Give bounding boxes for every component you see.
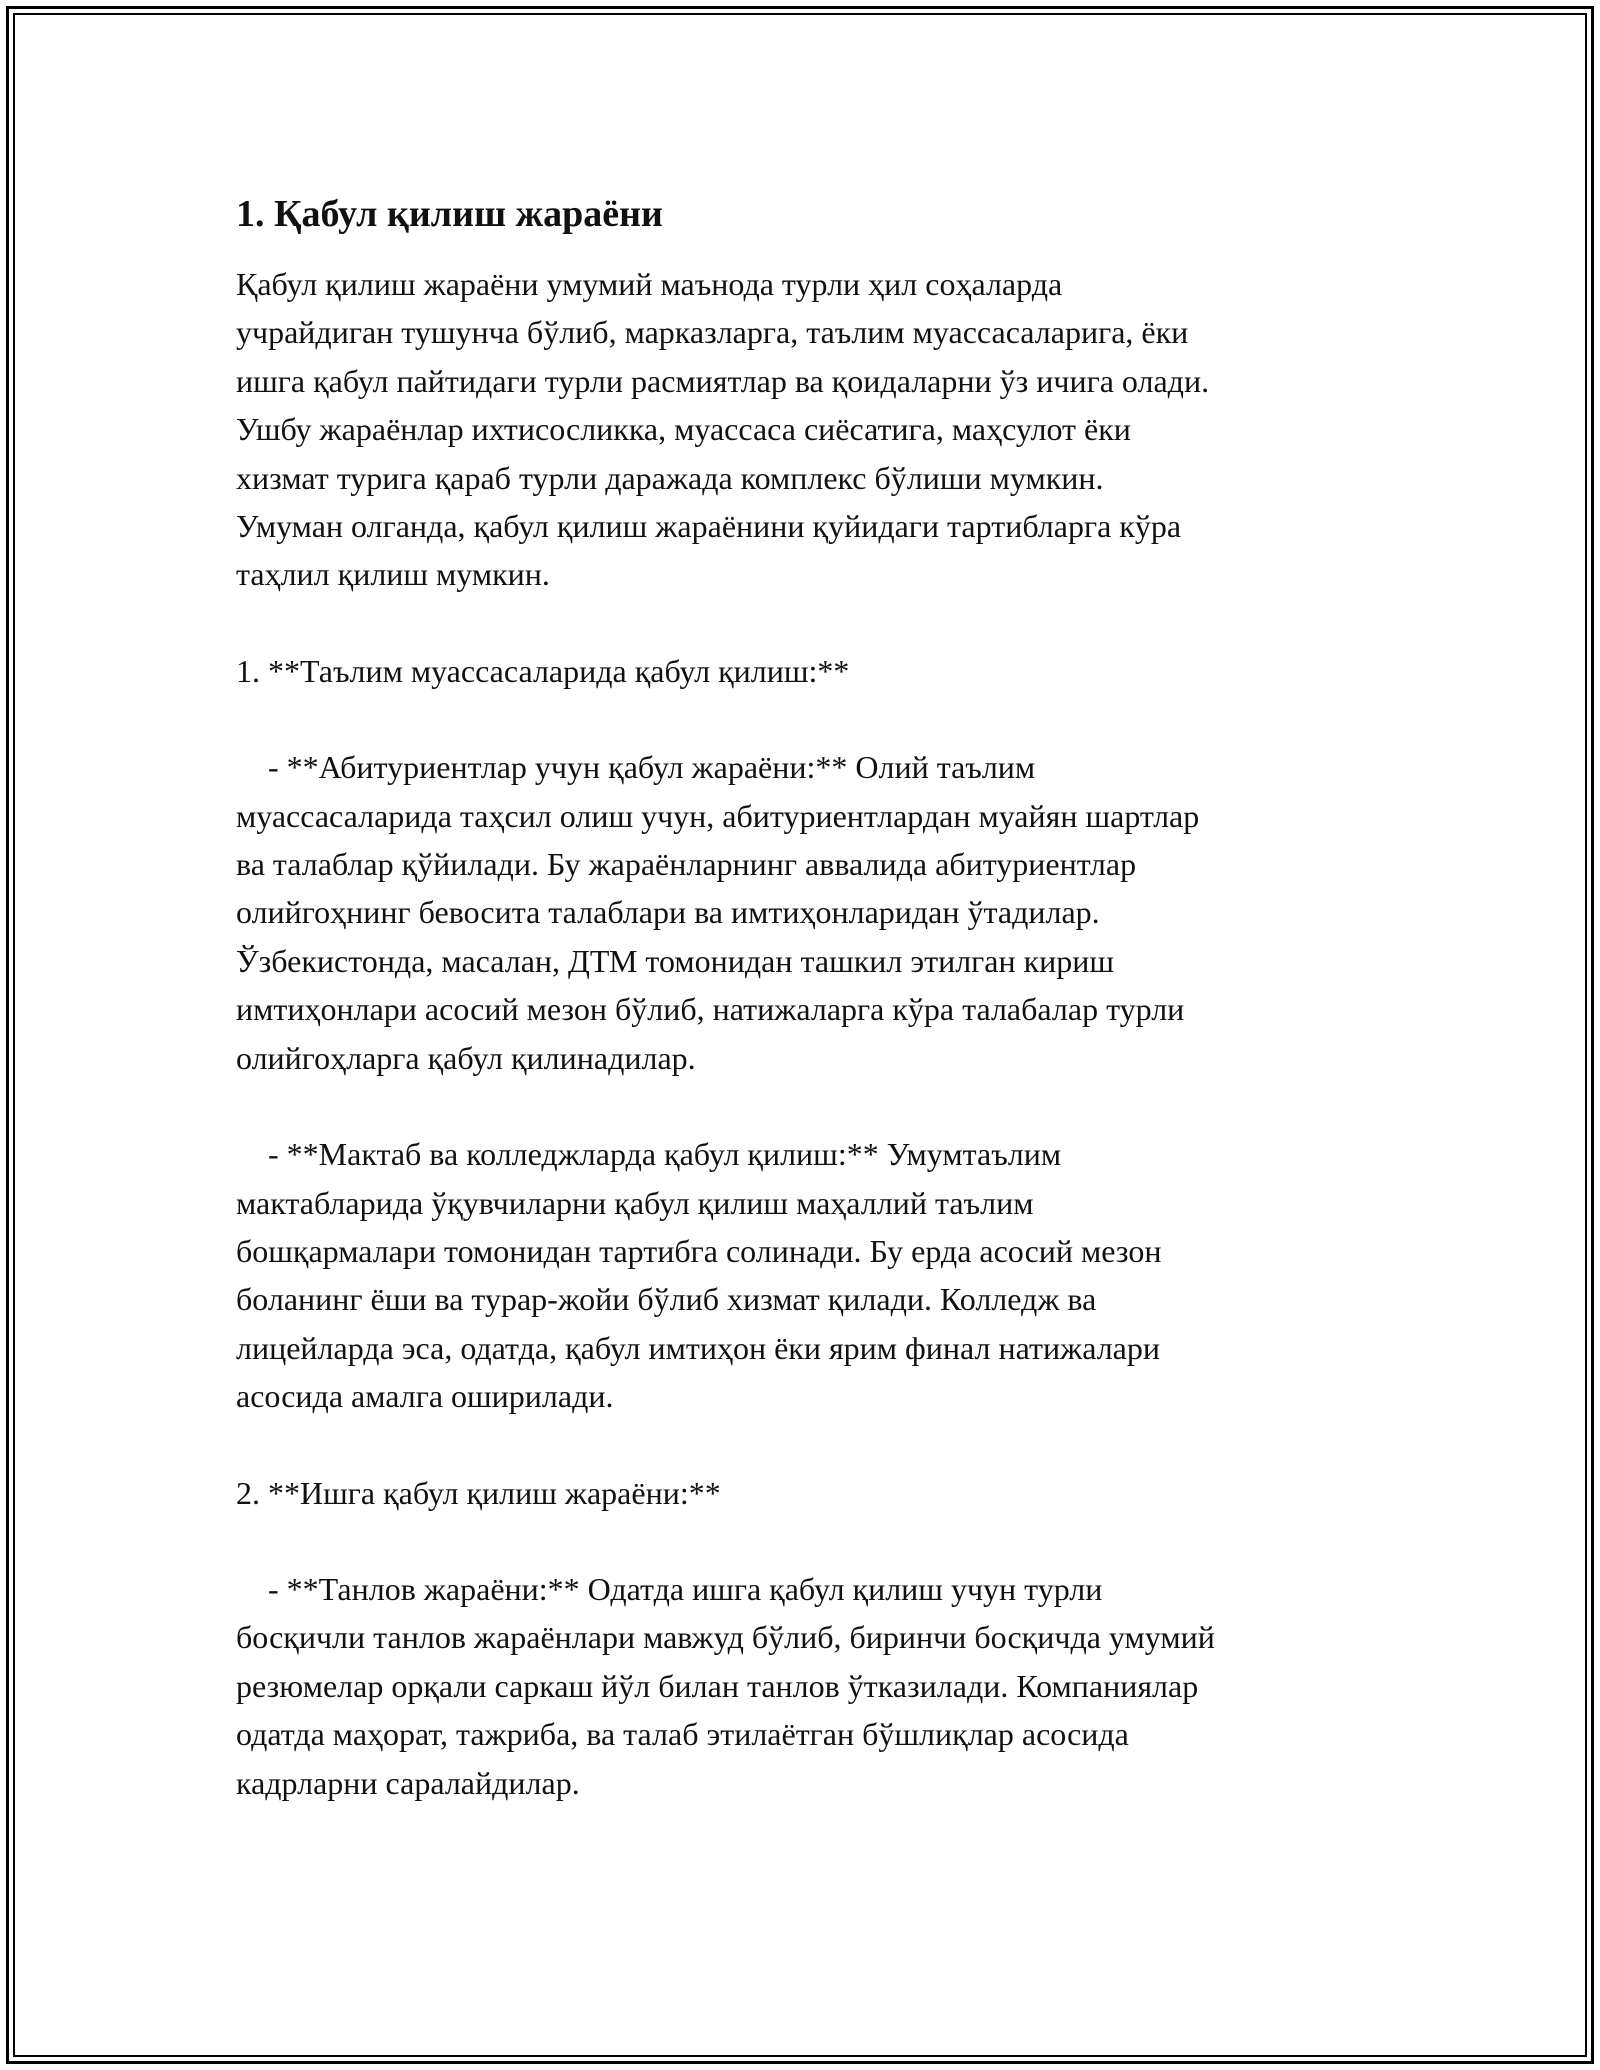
intro-paragraph: Қабул қилиш жараёни умумий маънода турли ҳил соҳаларда учрайдиган тушунча бўлиб, марказларга, таълим муассасаларига, ёки ишга қабул пайтидаги турли расмиятлар ва қоидаларни ўз ичига олади. Ушбу жараёнлар ихтисосликка, муассаса сиёсатига, маҳсулот ёки хизмат турига қараб турли даражада комплекс бўлиши мумкин. Умуман олганда, қабул қилиш жараёнини қуйидаги тартибларга кўра таҳлил қилиш мумкин.: [236, 266, 1210, 593]
section-heading-education: 1. **Таълим муассасаларида қабул қилиш:**: [236, 652, 850, 689]
document-body: [236, 188, 1376, 1855]
schools-paragraph: - **Мактаб ва колледжларда қабул қилиш:** Умумтаълим мактабларида ўқувчиларни қабул қилиш маҳаллий таълим бошқармалари томонидан тартибга солинади. Бу ерда асосий мезон боланинг ёши ва турар-жойи бўлиб хизмат қилади. Колледж ва лицейларда эса, одатда, қабул имтиҳон ёки ярим финал натижалари асосида амалга оширилади.: [236, 1136, 1162, 1415]
section-heading-employment: 2. **Ишга қабул қилиш жараёни:**: [236, 1474, 721, 1511]
applicants-paragraph: - **Абитуриентлар учун қабул жараёни:** Олий таълим муассасаларида таҳсил олиш учун, абитуриентлардан муайян шартлар ва талаблар қўйилади. Бу жараёнларнинг аввалида абитуриентлар олийгоҳнинг бевосита талаблари ва имтиҳонларидан ўтадилар. Ўзбекистонда, масалан, ДТМ томонидан ташкил этилган кириш имтиҳонлари асосий мезон бўлиб, натижаларга кўра талабалар турли олийгоҳларга қабул қилинадилар.: [236, 749, 1200, 1076]
selection-paragraph: - **Танлов жараёни:** Одатда ишга қабул қилиш учун турли босқичли танлов жараёнлари мавжуд бўлиб, биринчи босқичда умумий резюмелар орқали саркаш йўл билан танлов ўтказилади. Компаниялар одатда маҳорат, тажриба, ва талаб этилаётган бўшлиқлар асосида кадрларни саралайдилар.: [236, 1570, 1215, 1801]
document-paragraphs: [236, 260, 1376, 1807]
page-title: 1. Қабул қилиш жараёни: [236, 193, 663, 235]
